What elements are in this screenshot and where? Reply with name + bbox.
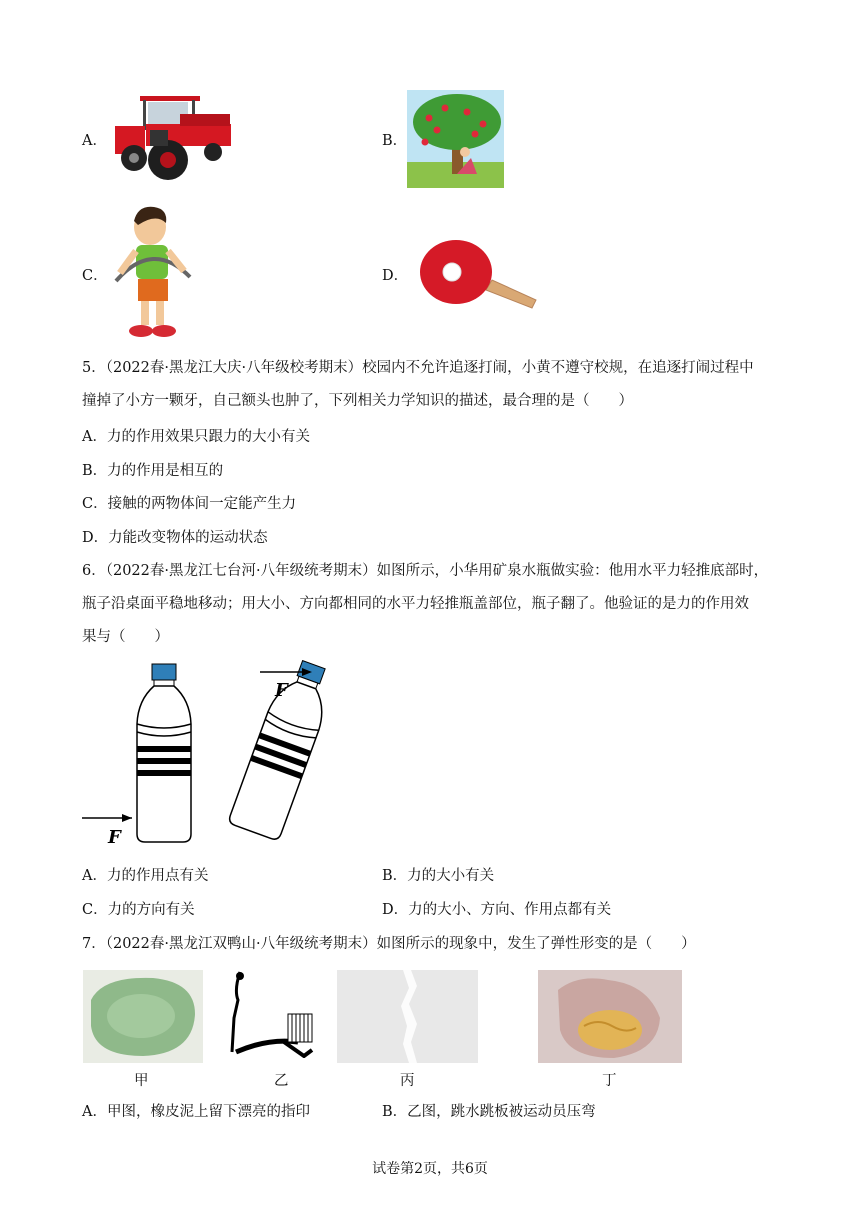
q7-stem-text: 如图所示的现象中，发生了弹性形变的是（ ） [376,936,696,952]
q7-option-b[interactable]: B．乙图，跳水跳板被运动员压弯 [382,1104,596,1120]
caption-bing: 丙 [400,1073,415,1089]
caption-ding: 丁 [602,1073,617,1089]
q6-option-a[interactable]: A．力的作用点有关 [82,868,209,884]
caption-jia: 甲 [134,1073,149,1089]
q6-option-b[interactable]: B．力的大小有关 [382,868,495,884]
q6-stem-line2: 瓶子沿桌面平稳地移动；用大小、方向都相同的水平力轻推瓶盖部位，瓶子翻了。他验证的是力的作用效 [82,596,749,612]
q6-stem-line1: 如图所示，小华用矿泉水瓶做实验：他用水平力轻推底部时， [376,563,769,579]
q7-option-a[interactable]: A．甲图，橡皮泥上留下漂亮的指印 [82,1104,310,1120]
caption-yi: 乙 [274,1073,289,1089]
q6-source: （2022春·黑龙江七台河·八年级统考期末） [105,563,377,579]
q5-number: 5． [82,360,106,376]
q6-stem [82,555,782,654]
q5-option-a[interactable]: A．力的作用效果只跟力的大小有关 [82,429,310,445]
tractor-image [110,90,235,182]
ping-pong-paddle-image [418,238,540,314]
q5-option-c[interactable]: C．接触的两物体间一定能产生力 [82,496,297,512]
q5-stem [82,352,782,418]
force-label-top: F [275,680,288,701]
plasticine-image [83,970,203,1063]
torn-paper-image [337,970,478,1063]
q7-number: 7． [82,936,106,952]
q7-source: （2022春·黑龙江双鸭山·八年级统考期末） [105,936,377,952]
q4-option-d-letter: D． [382,268,409,284]
q6-option-d[interactable]: D．力的大小、方向、作用点都有关 [382,902,612,918]
q5-option-d[interactable]: D．力能改变物体的运动状态 [82,530,268,546]
boy-bending-stick-image [108,203,203,345]
apple-tree-image [407,90,504,188]
bottle-experiment-figure [80,660,370,850]
q5-stem-line1: 校园内不允许追逐打闹，小黄不遵守校规，在追逐打闹过程中 [362,360,754,376]
q6-stem-line3: 果与（ ） [82,629,169,645]
instant-noodles-hand-image [538,970,682,1063]
q6-number: 6． [82,563,106,579]
q5-stem-line2: 撞掉了小方一颗牙，自己额头也肿了，下列相关力学知识的描述，最合理的是（ ） [82,393,633,409]
q4-option-b-letter: B． [382,133,408,149]
q5-option-b[interactable]: B．力的作用是相互的 [82,463,224,479]
q5-source: （2022春·黑龙江大庆·八年级校考期末） [105,360,363,376]
diving-board-image [228,970,318,1058]
page-footer: 试卷第2页，共6页 [372,1161,488,1177]
force-label-bottom: F [108,827,121,848]
q6-option-c[interactable]: C．力的方向有关 [82,902,195,918]
q4-option-c-letter: C． [82,268,108,284]
bottle-upright [137,664,191,842]
q4-option-a-letter: A． [82,133,107,149]
q7-stem [82,934,696,954]
